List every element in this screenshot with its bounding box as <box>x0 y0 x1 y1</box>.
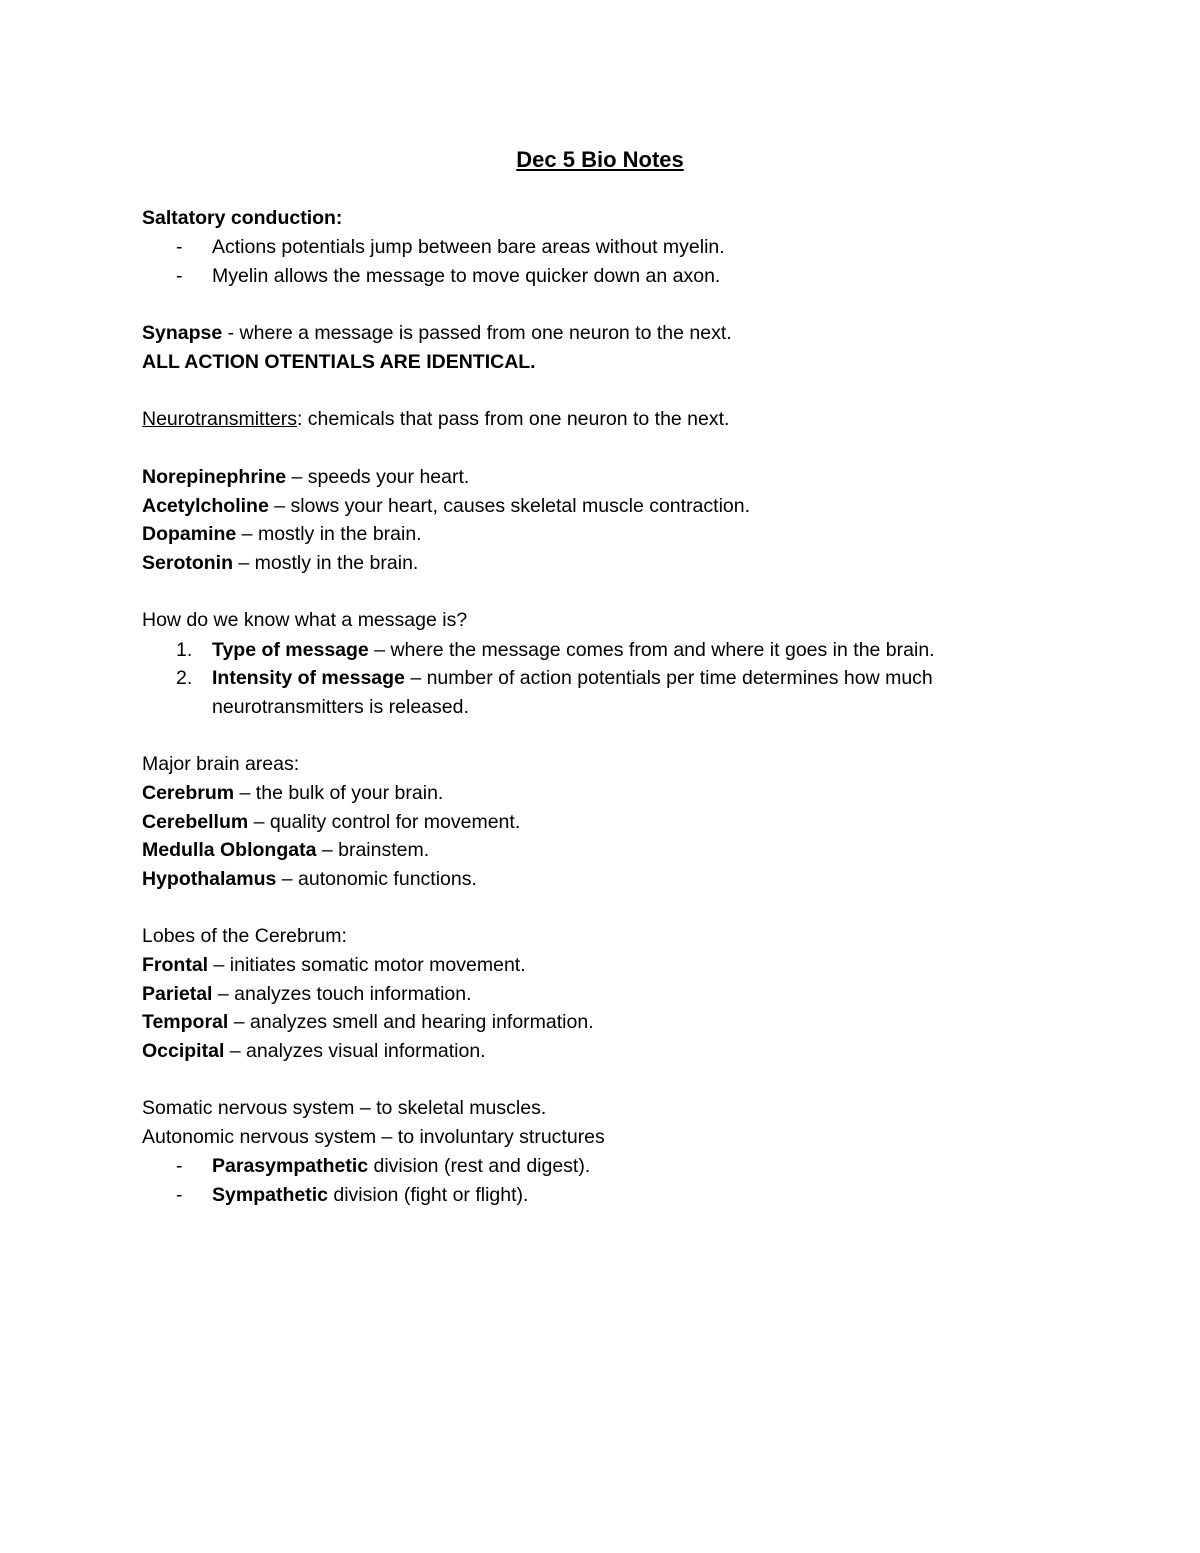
saltatory-bullet-1: Actions potentials jump between bare areas without myelin. <box>212 236 725 258</box>
brain-area-item <box>142 808 520 836</box>
item-definition: – initiates somatic motor movement. <box>208 954 526 976</box>
item-definition: – analyzes touch information. <box>212 983 472 1005</box>
neurotransmitter-item <box>142 549 418 577</box>
item-definition: – mostly in the brain. <box>233 552 419 574</box>
bullet-marker: - <box>176 1155 183 1177</box>
document-title: Dec 5 Bio Notes <box>516 147 684 172</box>
item-term: Type of message <box>212 639 369 661</box>
neurotransmitter-item <box>142 492 750 520</box>
neurotransmitters-definition: : chemicals that pass from one neuron to the next. <box>296 408 730 430</box>
item-term: Hypothalamus <box>142 868 277 890</box>
brain-areas-heading: Major brain areas: <box>142 753 300 775</box>
lobes-heading: Lobes of the Cerebrum: <box>142 925 347 947</box>
lobe-item <box>142 951 526 979</box>
division-item <box>212 1152 590 1180</box>
item-definition: – analyzes smell and hearing information. <box>228 1011 594 1033</box>
synapse-term: Synapse <box>142 322 223 344</box>
list-number: 2. <box>176 667 193 689</box>
brain-area-item <box>142 865 477 893</box>
item-definition: – speeds your heart. <box>286 466 470 488</box>
item-term: Parietal <box>142 983 213 1005</box>
item-definition: – brainstem. <box>316 839 430 861</box>
neurotransmitter-item <box>142 520 422 548</box>
neurotransmitters-line <box>142 405 729 433</box>
list-number: 1. <box>176 639 193 661</box>
item-definition: – mostly in the brain. <box>236 523 422 545</box>
bullet-marker: - <box>176 236 183 258</box>
division-item <box>212 1181 528 1209</box>
item-term: Cerebrum <box>142 782 235 804</box>
item-definition: division (fight or flight). <box>327 1184 529 1206</box>
saltatory-heading: Saltatory conduction: <box>142 207 343 229</box>
item-definition: – quality control for movement. <box>248 811 521 833</box>
synapse-line <box>142 319 732 347</box>
item-term: Intensity of message <box>212 667 405 689</box>
brain-area-item <box>142 836 429 864</box>
neurotransmitter-item <box>142 463 469 491</box>
item-term: Cerebellum <box>142 811 249 833</box>
message-question: How do we know what a message is? <box>142 609 468 631</box>
neurotransmitters-term: Neurotransmitters <box>142 408 297 430</box>
item-definition: – where the message comes from and where it goes in the brain. <box>368 639 935 661</box>
message-item-2 <box>212 664 933 692</box>
somatic-line: Somatic nervous system – to skeletal muscles. <box>142 1097 547 1119</box>
message-item-1 <box>212 636 935 664</box>
item-term: Temporal <box>142 1011 229 1033</box>
item-definition: – number of action potentials per time determines how much <box>404 667 933 689</box>
item-term: Serotonin <box>142 552 233 574</box>
item-definition: – analyzes visual information. <box>224 1040 486 1062</box>
item-term: Parasympathetic <box>212 1155 369 1177</box>
lobe-item <box>142 1037 486 1065</box>
lobe-item <box>142 1008 594 1036</box>
item-term: Sympathetic <box>212 1184 328 1206</box>
bullet-marker: - <box>176 265 183 287</box>
item-term: Frontal <box>142 954 209 976</box>
autonomic-line: Autonomic nervous system – to involuntary structures <box>142 1126 605 1148</box>
item-term: Medulla Oblongata <box>142 839 317 861</box>
item-term: Acetylcholine <box>142 495 269 517</box>
saltatory-bullet-2: Myelin allows the message to move quicker down an axon. <box>212 265 721 287</box>
bullet-marker: - <box>176 1184 183 1206</box>
item-term: Norepinephrine <box>142 466 287 488</box>
item-definition: – the bulk of your brain. <box>234 782 444 804</box>
synapse-definition: - where a message is passed from one neuron to the next. <box>222 322 732 344</box>
synapse-note: ALL ACTION OTENTIALS ARE IDENTICAL. <box>142 351 536 373</box>
message-item-2-continuation: neurotransmitters is released. <box>212 696 469 718</box>
item-term: Occipital <box>142 1040 225 1062</box>
item-term: Dopamine <box>142 523 237 545</box>
item-definition: – slows your heart, causes skeletal muscle contraction. <box>268 495 751 517</box>
lobe-item <box>142 980 472 1008</box>
item-definition: division (rest and digest). <box>368 1155 591 1177</box>
brain-area-item <box>142 779 443 807</box>
item-definition: – autonomic functions. <box>276 868 477 890</box>
